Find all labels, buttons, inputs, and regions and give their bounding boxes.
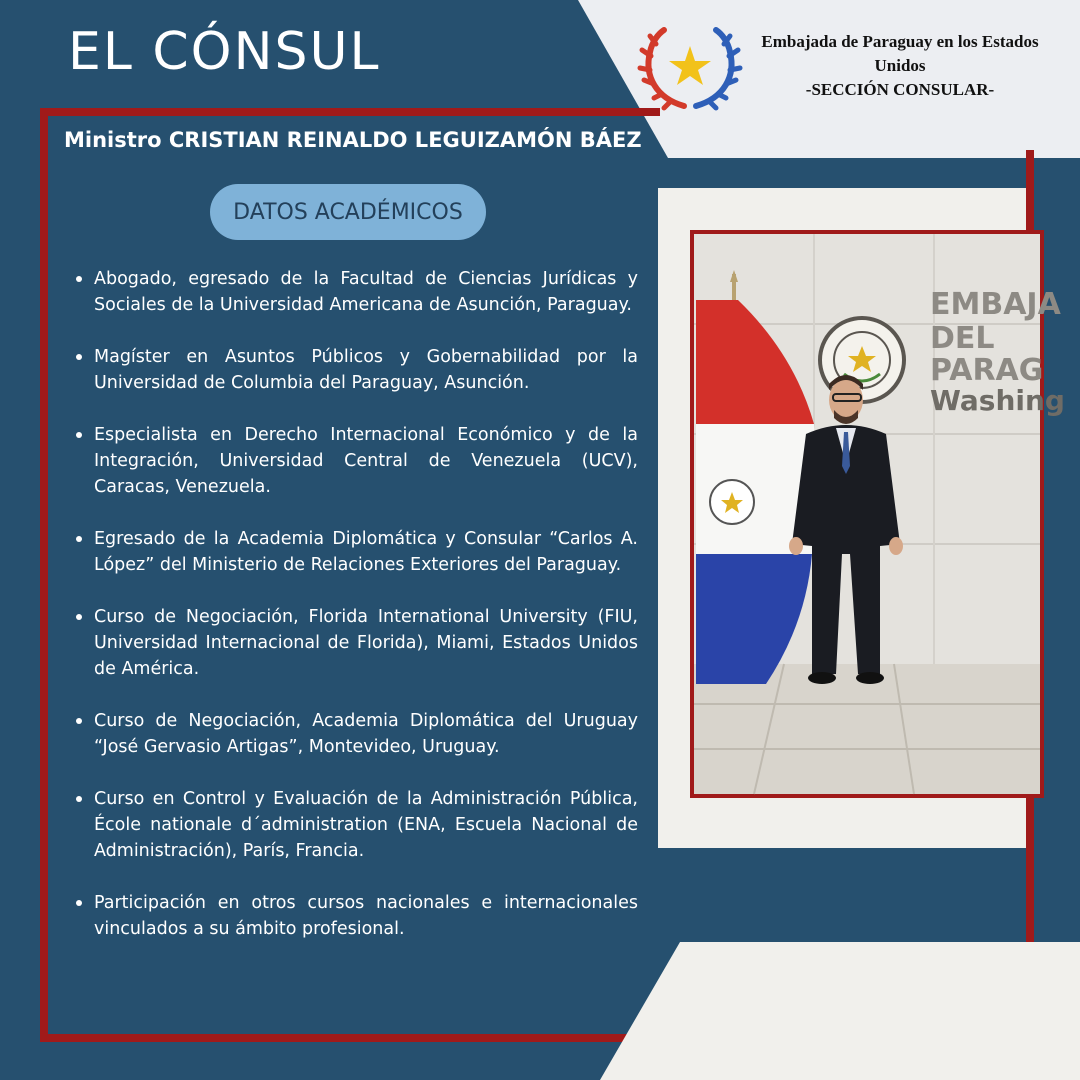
- consular-section-label: -SECCIÓN CONSULAR-: [805, 80, 995, 99]
- list-item: Curso en Control y Evaluación de la Administración Pública, École nationale d´administration (ENA, Escuela Nacional de Administración), París, Francia.: [70, 786, 638, 864]
- list-item: Curso de Negociación, Florida International University (FIU, Universidad Internacional de Florida), Miami, Estados Unidos de América.: [70, 604, 638, 682]
- list-item: Especialista en Derecho Internacional Económico y de la Integración, Universidad Central de Venezuela (UCV), Caracas, Venezuela.: [70, 422, 638, 500]
- consul-photo-illustration: [694, 234, 1065, 794]
- page-title: EL CÓNSUL: [68, 22, 381, 82]
- consul-photo: [690, 230, 1065, 798]
- list-item: Magíster en Asuntos Públicos y Gobernabilidad por la Universidad de Columbia del Paraguay, Asunción.: [70, 344, 638, 396]
- wall-sign-text: DEL: [930, 321, 995, 356]
- section-title-pill: [210, 184, 486, 240]
- wall-sign-text: Washing: [930, 384, 1065, 417]
- list-item: Participación en otros cursos nacionales e internacionales vinculados a su ámbito profesional.: [70, 890, 638, 942]
- list-item: Egresado de la Academia Diplomática y Consular “Carlos A. López” del Ministerio de Relaciones Exteriores del Paraguay.: [70, 526, 638, 578]
- minister-name: Ministro CRISTIAN REINALDO LEGUIZAMÓN BÁEZ: [64, 128, 642, 152]
- frame-bottom-border: [40, 1034, 660, 1042]
- academic-credentials-list: [70, 266, 638, 968]
- paraguay-coat-of-arms-icon: [640, 24, 740, 112]
- section-title: DATOS ACADÉMICOS: [233, 199, 463, 225]
- list-item: Curso de Negociación, Academia Diplomática del Uruguay “José Gervasio Artigas”, Montevideo, Uruguay.: [70, 708, 638, 760]
- wall-sign-text: PARAG: [930, 353, 1044, 388]
- list-item: Abogado, egresado de la Facultad de Ciencias Jurídicas y Sociales de la Universidad Americana de Asunción, Paraguay.: [70, 266, 638, 318]
- frame-left-border: [40, 108, 48, 1042]
- embassy-header: [750, 30, 1050, 102]
- embassy-name: Embajada de Paraguay en los Estados Unidos: [761, 32, 1039, 75]
- frame-top-border: [40, 108, 660, 116]
- wall-sign-text: EMBAJA: [930, 287, 1061, 322]
